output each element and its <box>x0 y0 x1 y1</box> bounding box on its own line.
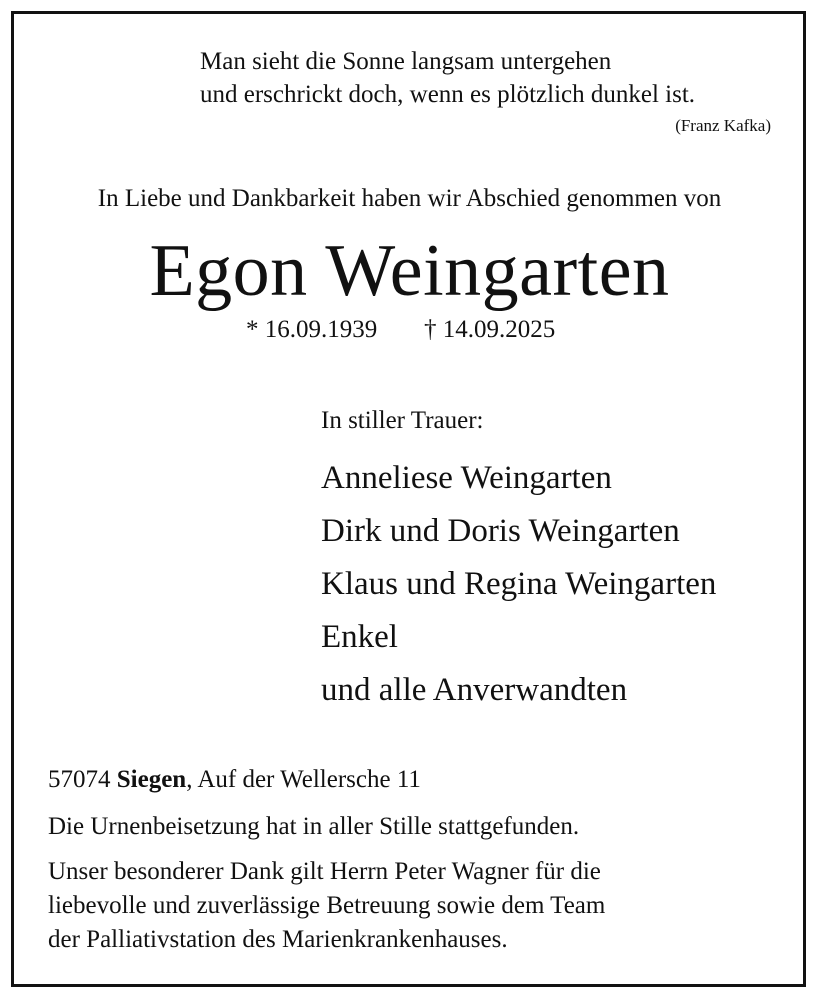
thanks-line-3: der Palliativstation des Marienkrankenhauses. <box>48 926 508 953</box>
quote-line-2: und erschrickt doch, wenn es plötzlich dunkel ist. <box>200 81 696 108</box>
mourner-item: und alle Anverwandten <box>321 672 628 708</box>
address-city: Siegen <box>116 766 187 793</box>
mourner-item: Klaus und Regina Weingarten <box>321 566 717 602</box>
birth-date: * 16.09.1939 <box>246 316 378 343</box>
burial-note: Die Urnenbeisetzung hat in aller Stille stattgefunden. <box>48 813 580 840</box>
thanks-line-1: Unser besonderer Dank gilt Herrn Peter Wagner für die <box>48 858 601 885</box>
deceased-name: Egon Weingarten <box>149 230 670 312</box>
mourning-heading: In stiller Trauer: <box>321 407 484 434</box>
address <box>48 764 421 796</box>
intro-text: In Liebe und Dankbarkeit haben wir Abschied genommen von <box>97 185 722 212</box>
address-zip: 57074 <box>48 766 111 793</box>
thanks-line-2: liebevolle und zuverlässige Betreuung sowie dem Team <box>48 892 606 919</box>
mourner-item: Enkel <box>321 619 398 655</box>
mourner-item: Anneliese Weingarten <box>321 460 612 496</box>
death-date: † 14.09.2025 <box>424 316 556 343</box>
mourner-item: Dirk und Doris Weingarten <box>321 513 680 549</box>
quote-author: (Franz Kafka) <box>675 116 771 135</box>
address-street: , Auf der Wellersche 11 <box>186 766 421 793</box>
quote-line-1: Man sieht die Sonne langsam untergehen <box>200 48 612 75</box>
